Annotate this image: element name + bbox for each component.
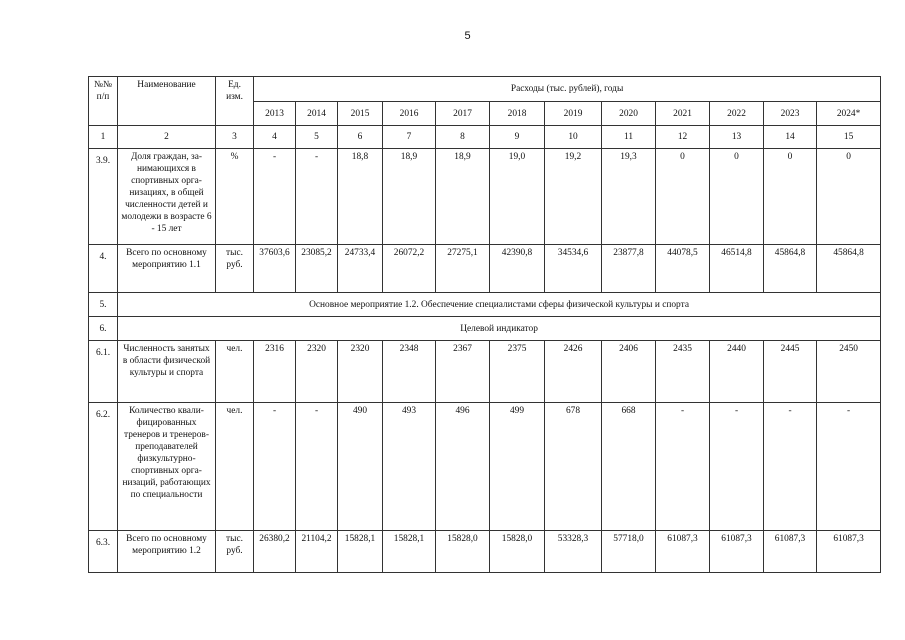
value-cell: 0 <box>710 149 764 245</box>
value-cell: 2348 <box>383 341 436 403</box>
value-cell: 34534,6 <box>545 245 602 293</box>
row-number: 5. <box>89 293 118 317</box>
column-number: 10 <box>545 126 602 149</box>
value-cell: 19,0 <box>490 149 545 245</box>
column-number: 12 <box>656 126 710 149</box>
value-cell: - <box>254 403 296 531</box>
value-cell: 61087,3 <box>710 531 764 573</box>
year-header: 2024* <box>817 102 881 126</box>
row-number: 6.3. <box>89 531 118 573</box>
column-number: 15 <box>817 126 881 149</box>
year-header: 2022 <box>710 102 764 126</box>
value-cell: 53328,3 <box>545 531 602 573</box>
row-name: Количество квалифицированных тренеров и тренеров-преподавателей физкультурно-спортивных организаций, работающих по специальности <box>118 403 216 531</box>
column-number: 9 <box>490 126 545 149</box>
column-number: 14 <box>764 126 817 149</box>
value-cell: - <box>296 149 338 245</box>
value-cell: 2445 <box>764 341 817 403</box>
section-title: Целевой индикатор <box>118 317 881 341</box>
value-cell: 42390,8 <box>490 245 545 293</box>
value-cell: 15828,0 <box>436 531 490 573</box>
column-numbers-row <box>89 126 881 149</box>
value-cell: 0 <box>817 149 881 245</box>
row-name: Всего по основному мероприятию 1.2 <box>118 531 216 573</box>
value-cell: 23877,8 <box>602 245 656 293</box>
table-row <box>89 531 881 573</box>
value-cell: 2320 <box>296 341 338 403</box>
year-header: 2020 <box>602 102 656 126</box>
value-cell: 45864,8 <box>817 245 881 293</box>
value-cell: 61087,3 <box>656 531 710 573</box>
value-cell: 57718,0 <box>602 531 656 573</box>
value-cell: 499 <box>490 403 545 531</box>
value-cell: 21104,2 <box>296 531 338 573</box>
value-cell: 0 <box>764 149 817 245</box>
table-row <box>89 245 881 293</box>
year-header: 2019 <box>545 102 602 126</box>
value-cell: 26072,2 <box>383 245 436 293</box>
value-cell: - <box>710 403 764 531</box>
table-row <box>89 403 881 531</box>
value-cell: - <box>817 403 881 531</box>
table-row <box>89 293 881 317</box>
value-cell: 2450 <box>817 341 881 403</box>
year-header: 2014 <box>296 102 338 126</box>
row-number: 6. <box>89 317 118 341</box>
value-cell: 2320 <box>338 341 383 403</box>
year-header: 2023 <box>764 102 817 126</box>
value-cell: 2375 <box>490 341 545 403</box>
value-cell: 2316 <box>254 341 296 403</box>
value-cell: 2406 <box>602 341 656 403</box>
year-header: 2018 <box>490 102 545 126</box>
column-number: 13 <box>710 126 764 149</box>
value-cell: 496 <box>436 403 490 531</box>
row-number: 4. <box>89 245 118 293</box>
row-unit: тыс. руб. <box>216 245 254 293</box>
row-unit: тыс. руб. <box>216 531 254 573</box>
year-header: 2017 <box>436 102 490 126</box>
value-cell: 18,9 <box>436 149 490 245</box>
header-unit: Ед. изм. <box>216 77 254 126</box>
value-cell: 37603,6 <box>254 245 296 293</box>
value-cell: 15828,0 <box>490 531 545 573</box>
value-cell: 2367 <box>436 341 490 403</box>
value-cell: 45864,8 <box>764 245 817 293</box>
value-cell: - <box>764 403 817 531</box>
value-cell: 678 <box>545 403 602 531</box>
value-cell: 490 <box>338 403 383 531</box>
value-cell: 61087,3 <box>764 531 817 573</box>
year-header: 2016 <box>383 102 436 126</box>
value-cell: 15828,1 <box>338 531 383 573</box>
value-cell: 24733,4 <box>338 245 383 293</box>
value-cell: 61087,3 <box>817 531 881 573</box>
row-name: Численность занятых в области физической культуры и спорта <box>118 341 216 403</box>
value-cell: 19,2 <box>545 149 602 245</box>
value-cell: 27275,1 <box>436 245 490 293</box>
value-cell: - <box>254 149 296 245</box>
table-row <box>89 317 881 341</box>
header-expenses: Расходы (тыс. рублей), годы <box>254 77 881 102</box>
column-number: 1 <box>89 126 118 149</box>
value-cell: - <box>656 403 710 531</box>
column-number: 6 <box>338 126 383 149</box>
row-name: Всего по основному мероприятию 1.1 <box>118 245 216 293</box>
value-cell: 19,3 <box>602 149 656 245</box>
value-cell: 15828,1 <box>383 531 436 573</box>
row-unit: чел. <box>216 403 254 531</box>
row-number: 3.9. <box>89 149 118 245</box>
column-number: 7 <box>383 126 436 149</box>
row-number: 6.1. <box>89 341 118 403</box>
row-number: 6.2. <box>89 403 118 531</box>
year-header: 2015 <box>338 102 383 126</box>
expenses-table <box>88 76 881 573</box>
table-row <box>89 341 881 403</box>
header-row <box>89 77 881 102</box>
value-cell: 26380,2 <box>254 531 296 573</box>
value-cell: - <box>296 403 338 531</box>
page-number: 5 <box>464 30 471 42</box>
column-number: 8 <box>436 126 490 149</box>
value-cell: 18,9 <box>383 149 436 245</box>
row-unit: % <box>216 149 254 245</box>
value-cell: 2435 <box>656 341 710 403</box>
value-cell: 668 <box>602 403 656 531</box>
value-cell: 44078,5 <box>656 245 710 293</box>
value-cell: 2440 <box>710 341 764 403</box>
year-header: 2021 <box>656 102 710 126</box>
column-number: 2 <box>118 126 216 149</box>
row-unit: чел. <box>216 341 254 403</box>
row-name: Доля граждан, занимающихся в спортивных организациях, в общей численности детей и молодежи в возрасте 6 - 15 лет <box>118 149 216 245</box>
section-title: Основное мероприятие 1.2. Обеспечение специалистами сферы физической культуры и спорта <box>118 293 881 317</box>
column-number: 5 <box>296 126 338 149</box>
value-cell: 2426 <box>545 341 602 403</box>
value-cell: 18,8 <box>338 149 383 245</box>
header-name: Наименование <box>118 77 216 126</box>
value-cell: 23085,2 <box>296 245 338 293</box>
value-cell: 46514,8 <box>710 245 764 293</box>
column-number: 11 <box>602 126 656 149</box>
header-no: №№ п/п <box>89 77 118 126</box>
column-number: 3 <box>216 126 254 149</box>
table-row <box>89 149 881 245</box>
column-number: 4 <box>254 126 296 149</box>
value-cell: 493 <box>383 403 436 531</box>
year-header: 2013 <box>254 102 296 126</box>
value-cell: 0 <box>656 149 710 245</box>
